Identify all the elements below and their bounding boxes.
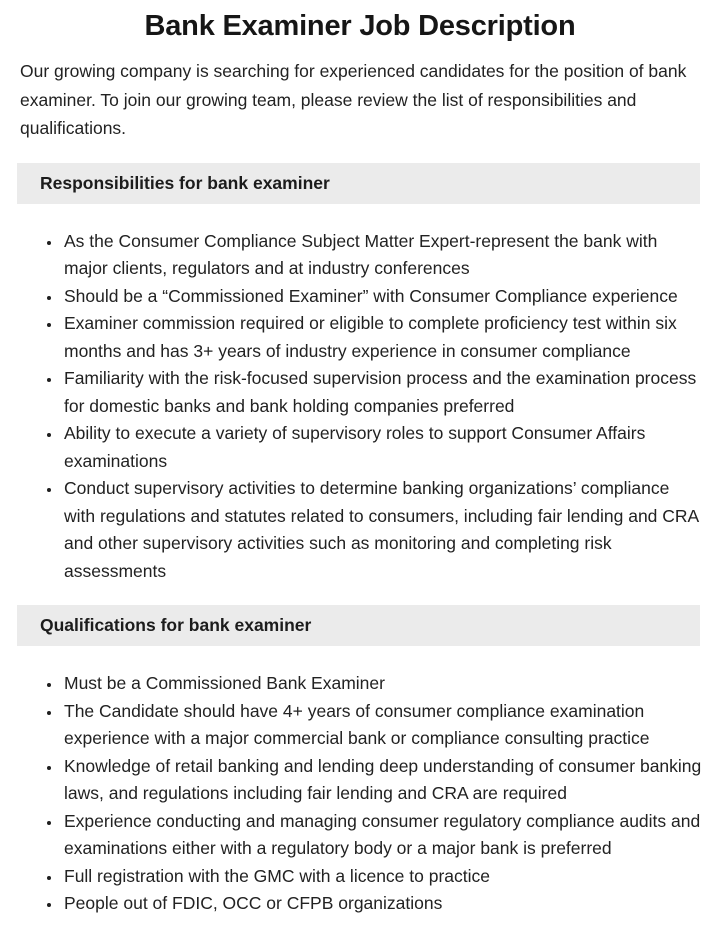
list-item: • Must be a Commissioned Bank Examiner: [62, 670, 702, 698]
list-item: • Experience conducting and managing consumer regulatory compliance audits and examinations either with a regulatory body or a major bank is preferred: [62, 808, 702, 863]
list-item: • Should be a “Commissioned Examiner” with Consumer Compliance experience: [62, 283, 702, 311]
list-item: • Familiarity with the risk-focused supervision process and the examination process for domestic banks and bank holding companies preferred: [62, 365, 702, 420]
list-item: • Ability to execute a variety of supervisory roles to support Consumer Affairs examinations: [62, 420, 702, 475]
page-title: Bank Examiner Job Description: [144, 10, 576, 42]
qualifications-section-header: [17, 605, 700, 646]
qualifications-list: [0, 670, 720, 918]
list-item: • People out of FDIC, OCC or CFPB organizations: [62, 890, 702, 918]
list-item: • Examiner commission required or eligible to complete proficiency test within six months and has 3+ years of industry experience in consumer compliance: [62, 310, 702, 365]
list-item: • The Candidate should have 4+ years of consumer compliance examination experience with a major commercial bank or compliance consulting practice: [62, 698, 702, 753]
list-item: • Knowledge of retail banking and lending deep understanding of consumer banking laws, and regulations including fair lending and CRA are required: [62, 753, 702, 808]
responsibilities-list: [0, 228, 720, 586]
list-item: • Full registration with the GMC with a licence to practice: [62, 863, 702, 891]
list-item: • Conduct supervisory activities to determine banking organizations’ compliance with regulations and statutes related to consumers, including fair lending and CRA and other supervisory activities such as monitoring and completing risk assessments: [62, 475, 702, 585]
list-item: • As the Consumer Compliance Subject Matter Expert-represent the bank with major clients, regulators and at industry conferences: [62, 228, 702, 283]
qualifications-heading-label: Qualifications for bank examiner: [40, 615, 312, 635]
responsibilities-section-header: [17, 163, 700, 204]
responsibilities-heading-label: Responsibilities for bank examiner: [40, 172, 330, 193]
intro-paragraph: Our growing company is searching for experienced candidates for the position of bank examiner. To join our growing team, please review the list of responsibilities and qualifications.: [20, 61, 687, 138]
